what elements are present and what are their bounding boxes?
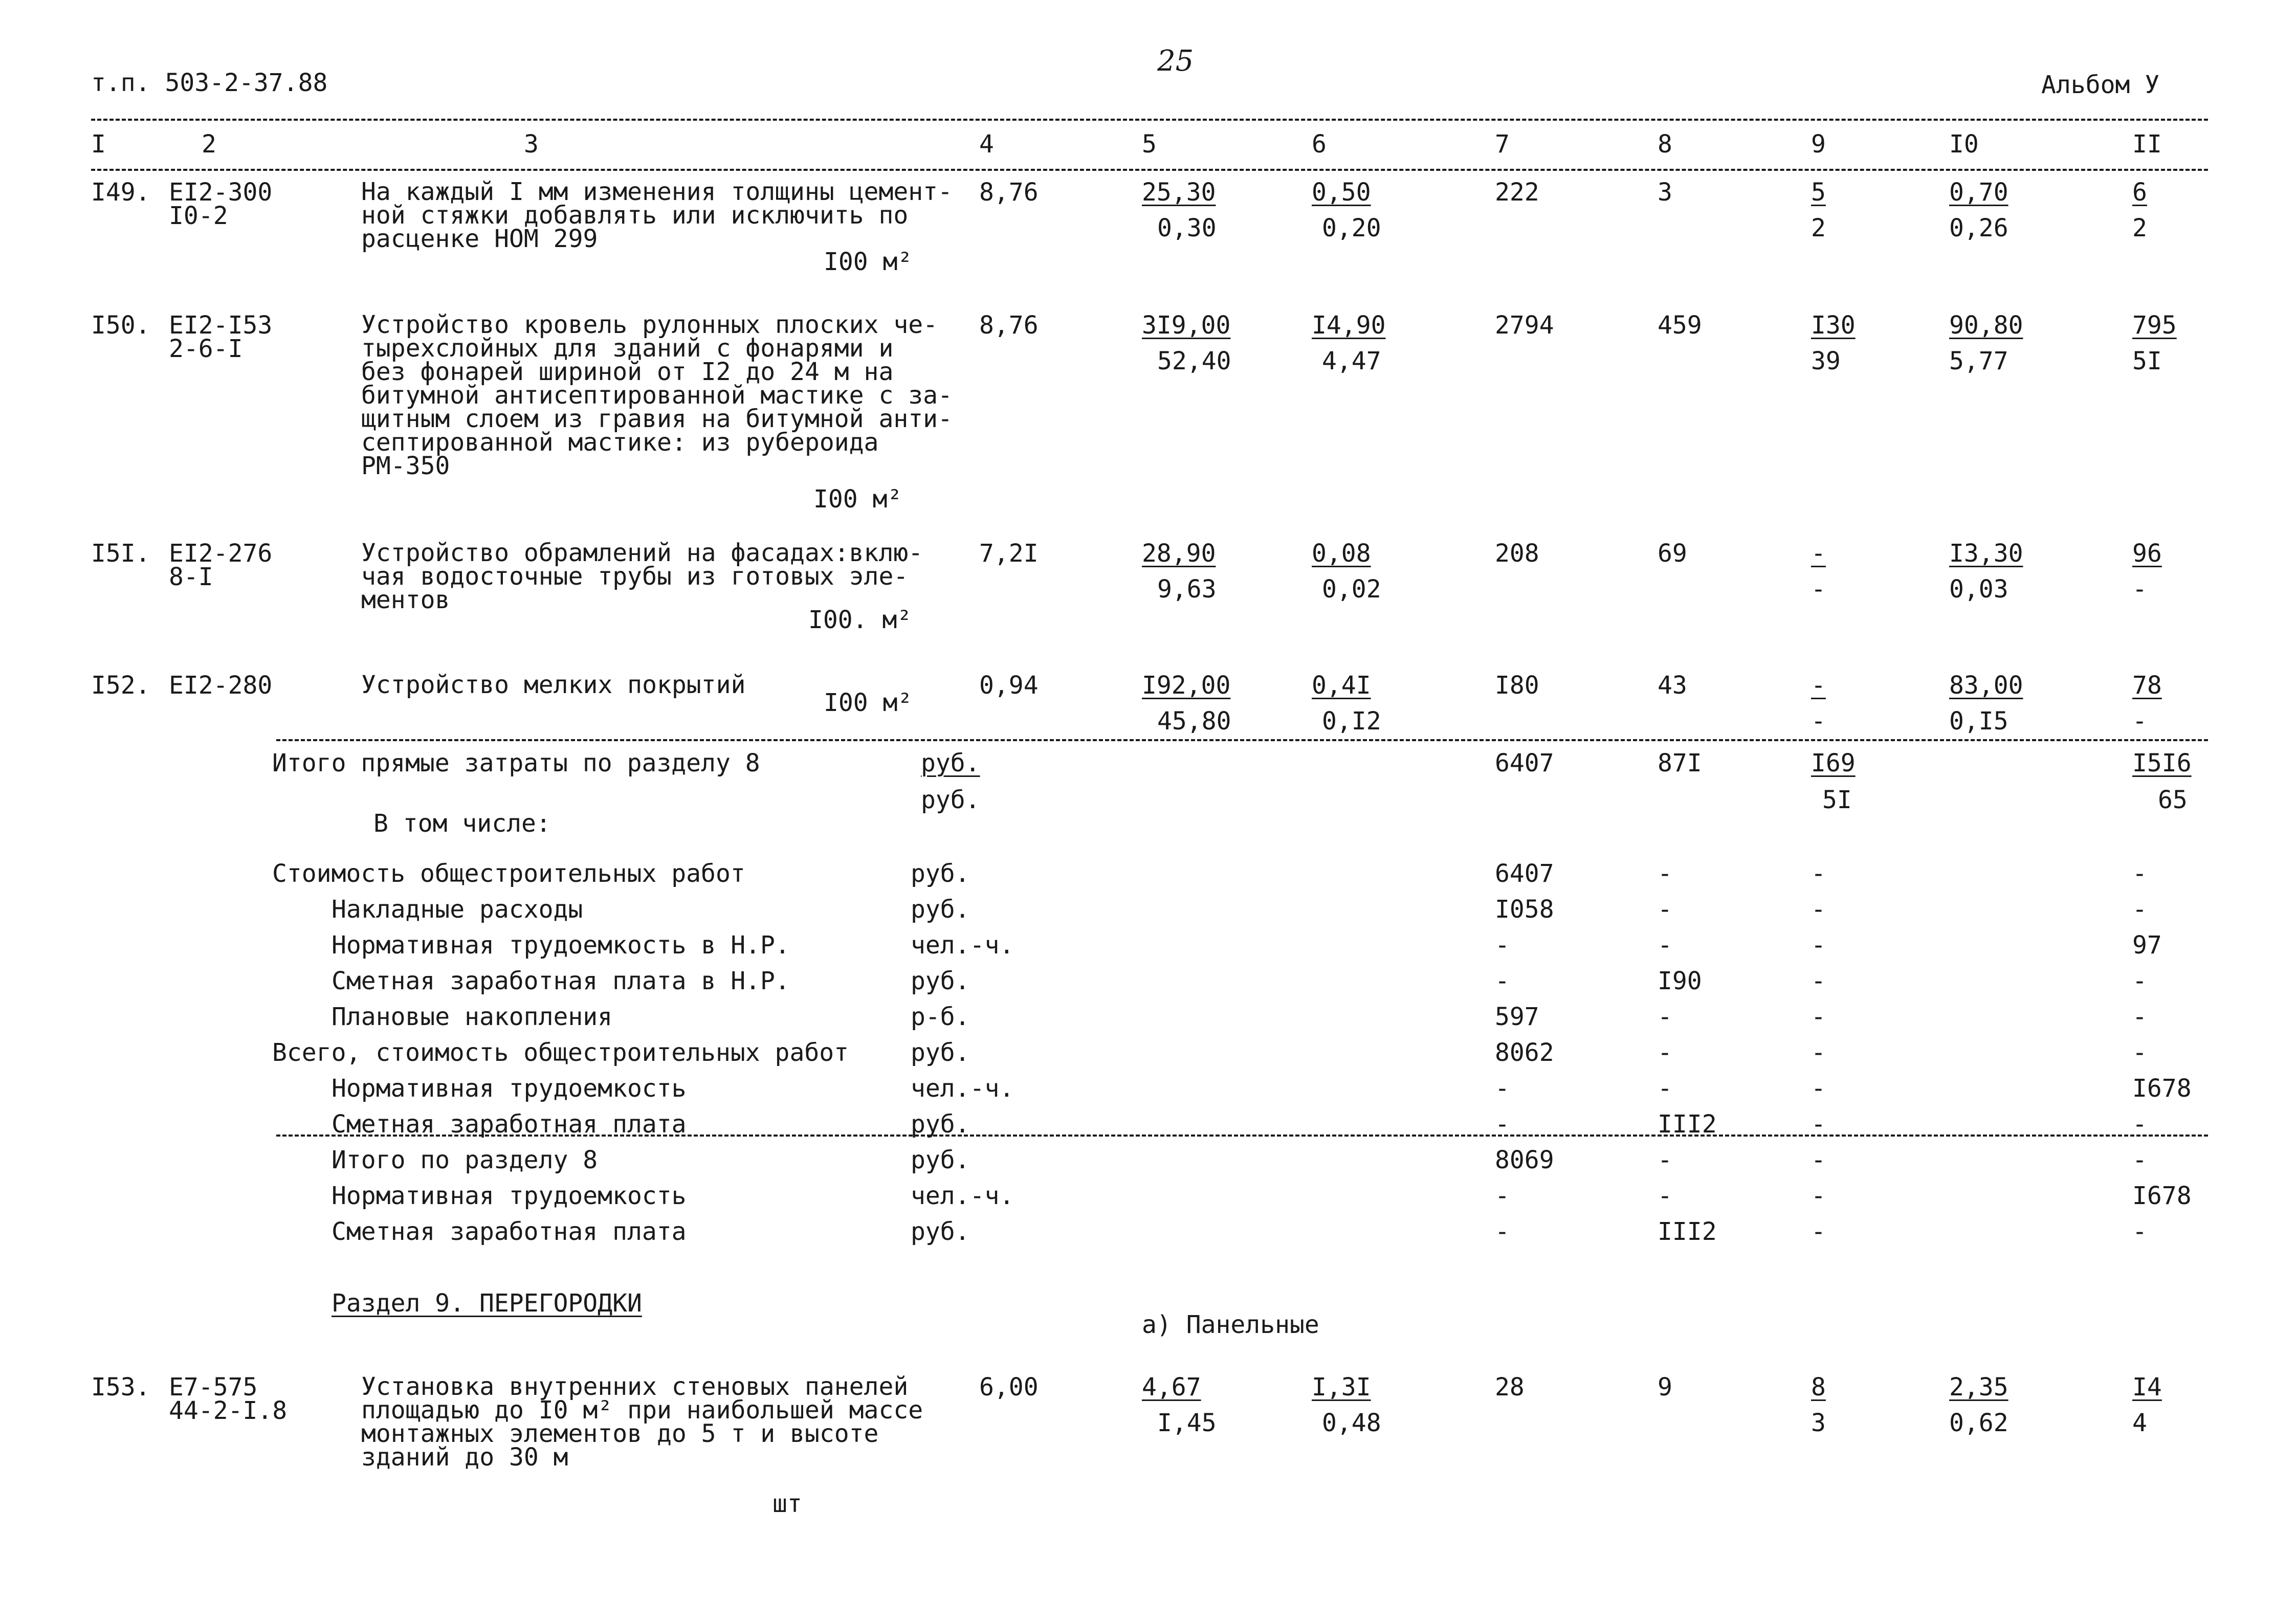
col5-bottom: 9,63 [1157,575,1217,604]
summary-line-col11: 97 [2132,931,2162,960]
col10-bottom: 5,77 [1949,347,2008,375]
work-description: Устройство мелких покрытий [361,671,746,699]
work-description: Устройство обрамлений на фасадах:вклю- чая водосточные трубы из готовых эле- ментов [361,539,923,614]
row-number: I50. [91,311,150,340]
rate-code: EI2-I53 [169,311,273,340]
column-header-10: I0 [1949,130,1979,159]
summary-line-unit: руб. [911,1146,970,1174]
col7-value: 208 [1495,539,1539,568]
col10-bottom: 0,26 [1949,214,2008,242]
summary-line-label: Сметная заработная плата [332,1217,687,1246]
total-col11-top: I5I6 [2132,749,2192,777]
summary-line-unit: руб. [911,895,970,924]
summary-line-col11: - [2132,895,2147,924]
summary-line-col7: 6407 [1495,859,1554,888]
col11-top: 96 [2132,539,2162,568]
col8-value: 3 [1658,178,1672,207]
quantity: 8,76 [979,178,1039,207]
col10-top: 2,35 [1949,1373,2008,1402]
summary-line-col9: - [1811,1074,1826,1103]
column-header-2: 2 [202,130,216,159]
summary-line-col11: - [2132,1038,2147,1067]
section-9-subtitle: а) Панельные [1142,1310,1319,1339]
total-col8: 87I [1658,749,1702,777]
summary-line-col8: - [1658,1146,1672,1174]
measure-unit: шт [772,1489,802,1518]
summary-line-col11: - [2132,1003,2147,1031]
summary-line-col8: - [1658,1074,1672,1103]
summary-line-col8: III2 [1658,1110,1717,1139]
summary-line-col8: - [1658,1182,1672,1210]
column-header-11: II [2132,130,2162,159]
col6-top: 0,50 [1312,178,1371,207]
rate-code-sub: 8-I [169,563,213,591]
col5-top: 25,30 [1142,178,1216,207]
summary-line-col8: - [1658,1038,1672,1067]
col6-bottom: 0,48 [1322,1409,1381,1437]
col6-bottom: 0,02 [1322,575,1381,604]
quantity: 6,00 [979,1373,1039,1402]
summary-line-unit: руб. [911,1110,970,1139]
summary-line-col11: I678 [2132,1182,2192,1210]
summary-line-col7: 597 [1495,1003,1539,1031]
col11-bottom: 4 [2132,1409,2147,1437]
summary-line-unit: руб. [911,967,970,995]
row-number: I5I. [91,539,150,568]
col11-top: 6 [2132,178,2147,207]
col11-top: 795 [2132,311,2177,340]
row-number: I49. [91,178,150,207]
column-header-1: I [91,130,106,159]
summary-line-label: Сметная заработная плата в Н.Р. [332,967,790,995]
summary-line-col7: 8069 [1495,1146,1554,1174]
summary-line-unit: чел.-ч. [911,931,1014,960]
summary-line-label: Итого по разделу 8 [332,1146,598,1174]
measure-unit: I00. м² [808,606,912,634]
summary-line-label: Нормативная трудоемкость [332,1182,687,1210]
doc-reference: т.п. 503-2-37.88 [91,69,328,97]
col9-top: I30 [1811,311,1856,340]
summary-line-col11: - [2132,1217,2147,1246]
header-bottom-rule [91,169,2208,171]
summary-line-col9: - [1811,1110,1826,1139]
work-description: Устройство кровель рулонных плоских че- тырехслойных для зданий с фонарями и без фонарей шириной от I2 до 24 м на битумной антисептированной мастике с за- щитным слоем из гравия на битумной анти- септированной мастике: из рубероида РМ-350 [361,310,953,480]
rate-code-sub: 2-6-I [169,335,243,363]
measure-unit: I00 м² [824,248,913,276]
summary-line-col11: - [2132,1110,2147,1139]
col7-value: 222 [1495,178,1539,207]
column-header-3: 3 [524,130,539,159]
col5-top: 28,90 [1142,539,1216,568]
summary-line-label: Накладные расходы [332,895,583,924]
summary-line-unit: руб. [911,859,970,888]
col7-value: 28 [1495,1373,1525,1402]
col10-bottom: 0,03 [1949,575,2008,604]
col9-top: - [1811,539,1826,568]
col9-top: 5 [1811,178,1826,207]
col9-bottom: 2 [1811,214,1826,242]
work-description: Установка внутренних стеновых панелей площадью до I0 м² при наибольшей массе монтажных элементов до 5 т и высоте зданий до 30 м [361,1372,923,1472]
rate-code: E7-575 [169,1373,258,1402]
col9-bottom: 3 [1811,1409,1826,1437]
measure-unit: I00 м² [824,688,913,717]
summary-line-col11: I678 [2132,1074,2192,1103]
column-header-5: 5 [1142,130,1157,159]
total-unit-second: руб. [921,786,980,814]
total-col9-top: I69 [1811,749,1856,777]
summary-line-col11: - [2132,967,2147,995]
total-unit: руб. [921,749,980,777]
col6-top: I4,90 [1312,311,1386,340]
summary-line-col9: - [1811,1217,1826,1246]
total-label: Итого прямые затраты по разделу 8 [272,749,760,777]
col9-bottom: 39 [1811,347,1841,375]
summary-line-col8: III2 [1658,1217,1717,1246]
summary-line-col7: I058 [1495,895,1554,924]
col9-bottom: - [1811,575,1826,604]
summary-line-col7: - [1495,931,1510,960]
album-label: Альбом У [2041,71,2160,99]
column-header-9: 9 [1811,130,1826,159]
summary-line-unit: руб. [911,1038,970,1067]
summary-top-rule [276,739,2208,741]
col6-bottom: 4,47 [1322,347,1381,375]
summary-line-col9: - [1811,1038,1826,1067]
summary-line-col8: - [1658,931,1672,960]
col11-bottom: - [2132,707,2147,736]
section-9-title: Раздел 9. ПЕРЕГОРОДКИ [332,1289,642,1318]
total-col9-bottom: 5I [1822,786,1852,814]
col6-bottom: 0,I2 [1322,707,1381,736]
col6-bottom: 0,20 [1322,214,1381,242]
summary-line-col11: - [2132,859,2147,888]
col5-bottom: I,45 [1157,1409,1217,1437]
col10-bottom: 0,I5 [1949,707,2008,736]
summary-line-col8: - [1658,1003,1672,1031]
summary-line-label: Нормативная трудоемкость [332,1074,687,1103]
column-header-8: 8 [1658,130,1672,159]
summary-line-col9: - [1811,1003,1826,1031]
col9-bottom: - [1811,707,1826,736]
summary-line-col7: - [1495,1182,1510,1210]
summary-line-col9: - [1811,967,1826,995]
summary-line-col8: - [1658,859,1672,888]
summary-line-label: Всего, стоимость общестроительных работ [272,1038,849,1067]
summary-line-col7: - [1495,967,1510,995]
summary-line-col7: 8062 [1495,1038,1554,1067]
header-top-rule [91,119,2208,121]
summary-mid-rule [276,1135,2208,1137]
col8-value: 43 [1658,671,1687,700]
col11-top: I4 [2132,1373,2162,1402]
summary-line-label: Плановые накопления [332,1003,613,1031]
quantity: 0,94 [979,671,1039,700]
including-label: В том числе: [373,809,551,838]
col10-top: 90,80 [1949,311,2023,340]
col5-top: 4,67 [1142,1373,1201,1402]
column-header-4: 4 [979,130,994,159]
col7-value: I80 [1495,671,1539,700]
summary-line-col7: - [1495,1110,1510,1139]
summary-line-col8: I90 [1658,967,1702,995]
quantity: 7,2I [979,539,1039,568]
summary-line-label: Сметная заработная плата [332,1110,687,1139]
column-header-7: 7 [1495,130,1510,159]
col11-bottom: - [2132,575,2147,604]
summary-line-label: Нормативная трудоемкость в Н.Р. [332,931,790,960]
summary-line-col11: - [2132,1146,2147,1174]
summary-line-col7: - [1495,1074,1510,1103]
summary-line-col9: - [1811,895,1826,924]
row-number: I53. [91,1373,150,1402]
col8-value: 69 [1658,539,1687,568]
col10-top: I3,30 [1949,539,2023,568]
summary-line-unit: чел.-ч. [911,1074,1014,1103]
col7-value: 2794 [1495,311,1554,340]
page-number: 25 [1157,45,1194,78]
rate-code-sub: 44-2-I.8 [169,1396,288,1425]
col10-top: 0,70 [1949,178,2008,207]
rate-code: EI2-276 [169,539,273,568]
col8-value: 9 [1658,1373,1672,1402]
col8-value: 459 [1658,311,1702,340]
col9-top: - [1811,671,1826,700]
col5-top: 3I9,00 [1142,311,1231,340]
rate-code: EI2-280 [169,671,273,700]
measure-unit: I00 м² [813,485,902,514]
summary-line-col9: - [1811,859,1826,888]
col5-bottom: 52,40 [1157,347,1231,375]
col11-bottom: 5I [2132,347,2162,375]
summary-line-label: Стоимость общестроительных работ [272,859,745,888]
summary-line-col8: - [1658,895,1672,924]
col5-bottom: 45,80 [1157,707,1231,736]
summary-line-col9: - [1811,1146,1826,1174]
col10-top: 83,00 [1949,671,2023,700]
col6-top: 0,4I [1312,671,1371,700]
col5-bottom: 0,30 [1157,214,1217,242]
total-col7: 6407 [1495,749,1554,777]
summary-line-col9: - [1811,931,1826,960]
col5-top: I92,00 [1142,671,1231,700]
total-col11-bottom: 65 [2158,786,2188,814]
quantity: 8,76 [979,311,1039,340]
summary-line-unit: руб. [911,1217,970,1246]
summary-line-unit: р-б. [911,1003,970,1031]
work-description: На каждый I мм изменения толщины цемент- ной стяжки добавлять или исключить по расценке НОМ 299 [361,177,953,253]
summary-line-col7: - [1495,1217,1510,1246]
column-header-6: 6 [1312,130,1327,159]
col11-top: 78 [2132,671,2162,700]
rate-code: EI2-300 [169,178,273,207]
rate-code-sub: I0-2 [169,202,228,230]
summary-line-col9: - [1811,1182,1826,1210]
summary-line-unit: чел.-ч. [911,1182,1014,1210]
col6-top: 0,08 [1312,539,1371,568]
row-number: I52. [91,671,150,700]
col6-top: I,3I [1312,1373,1371,1402]
col9-top: 8 [1811,1373,1826,1402]
col10-bottom: 0,62 [1949,1409,2008,1437]
col11-bottom: 2 [2132,214,2147,242]
